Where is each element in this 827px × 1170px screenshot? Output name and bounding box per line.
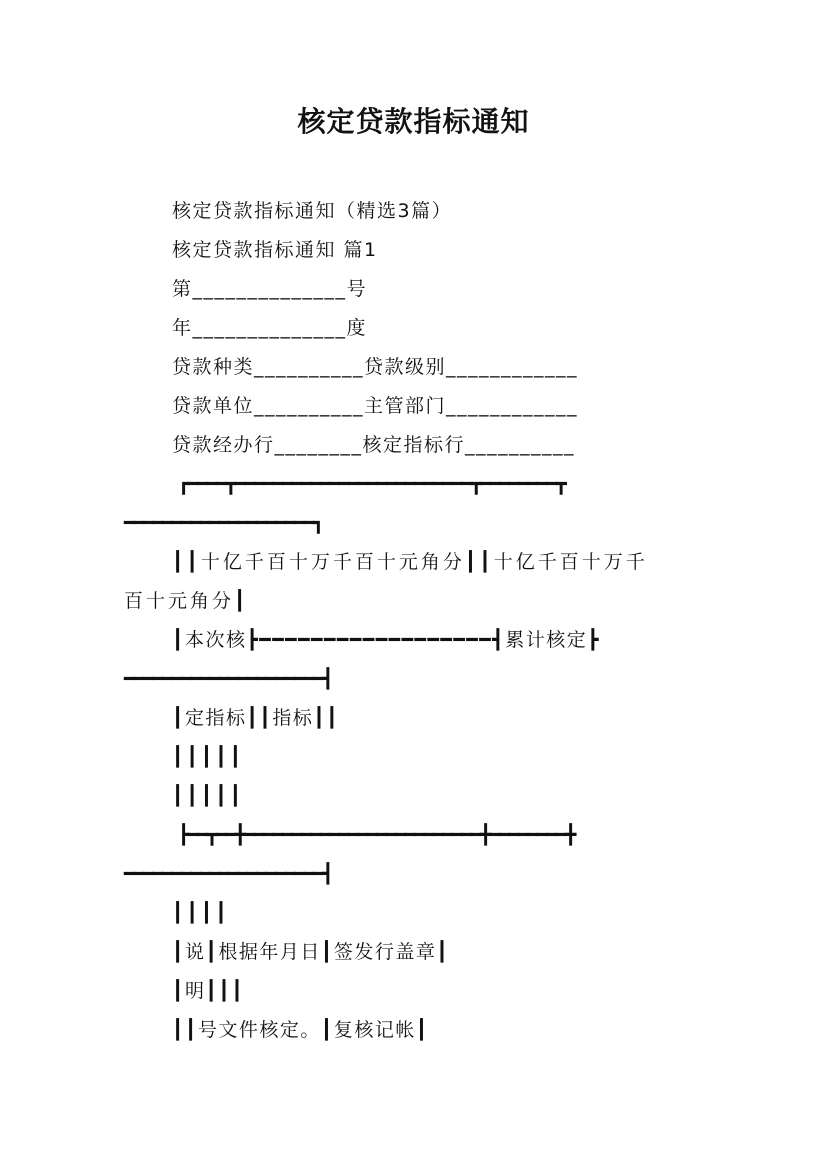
table-row-quota: ┃定指标┃┃指标┃┃ xyxy=(172,707,340,729)
form-field-year: 年______________度 xyxy=(172,317,368,339)
subtitle-line: 核定贷款指标通知（精选3篇） xyxy=(172,200,453,222)
table-row-empty-1: ┃┃┃┃┃ xyxy=(172,746,245,768)
table-border-top: ┏━━━━┳━━━━━━━━━━━━━━━━━━━━━━━━━┳━━━━━━━━┳ xyxy=(178,473,565,495)
table-row-units-continued: 百十元角分┃ xyxy=(124,590,249,612)
table-row-note-1: ┃说┃根据年月日┃签发行盖章┃ xyxy=(172,941,450,963)
form-field-loan-unit: 贷款单位__________主管部门____________ xyxy=(172,395,579,417)
table-row-empty-2: ┃┃┃┃┃ xyxy=(172,785,245,807)
document-title: 核定贷款指标通知 xyxy=(297,105,530,138)
table-border-top-continued: ━━━━━━━━━━━━━━━━━━━━┓ xyxy=(124,512,323,534)
form-field-loan-bank: 贷款经办行________核定指标行__________ xyxy=(172,434,576,456)
table-border-middle: ┣━━┳━━╋━━━━━━━━━━━━━━━━━━━━━━━━━╋━━━━━━━━╋ xyxy=(178,824,575,846)
form-field-loan-type: 贷款种类__________贷款级别____________ xyxy=(172,356,579,378)
section-heading: 核定贷款指标通知 篇1 xyxy=(172,239,378,261)
table-border-middle-continued: ━━━━━━━━━━━━━━━━━━━━━┫ xyxy=(124,863,332,885)
table-row-note-3: ┃┃号文件核定。┃复核记帐┃ xyxy=(172,1019,429,1041)
table-row-empty-3: ┃┃┃┃ xyxy=(172,902,230,924)
table-row-note-2: ┃明┃┃┃ xyxy=(172,980,245,1002)
table-row-current-approved-continued: ━━━━━━━━━━━━━━━━━━━━━┫ xyxy=(124,668,332,690)
form-field-number: 第______________号 xyxy=(172,278,368,300)
table-row-units: ┃┃十亿千百十万千百十元角分┃┃十亿千百十万千 xyxy=(172,551,648,573)
table-row-current-approved: ┃本次核┣━━━━━━━━━━━━━━━━━━┫累计核定┣ xyxy=(172,629,601,651)
